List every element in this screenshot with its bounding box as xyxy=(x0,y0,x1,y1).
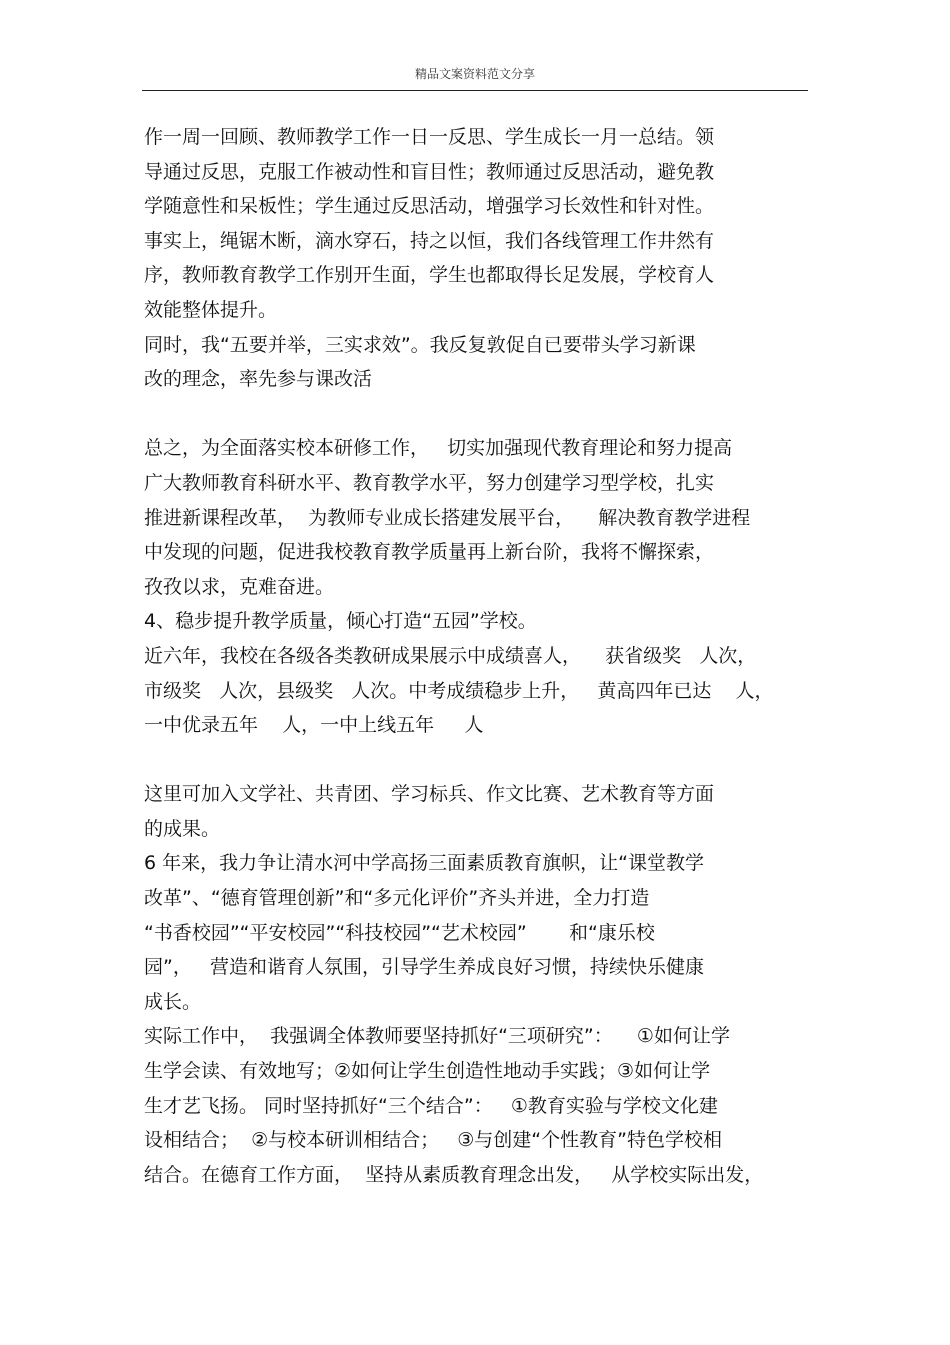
document-body xyxy=(144,120,824,1192)
text-line: 成长。 xyxy=(144,990,202,1013)
page-header-title: 精品文案资料范文分享 xyxy=(414,67,535,81)
text-line: 总之，为全面落实校本研修工作， 切实加强现代教育理论和努力提高 xyxy=(144,437,733,460)
text-line: 园”， 营造和谐育人氛围，引导学生养成良好习惯，持续快乐健康 xyxy=(144,956,704,979)
text-line: 改的理念，率先参与课改活 xyxy=(144,368,373,391)
text-line: 这里可加入文学社、共青团、学习标兵、作文比赛、艺术教育等方面 xyxy=(144,783,715,806)
text-line: 6 年来，我力争让清水河中学高扬三面素质教育旗帜，让“课堂教学 xyxy=(144,852,704,875)
blank-line xyxy=(144,397,824,432)
text-line: 生才艺飞扬。 同时坚持抓好“三个结合”： ①教育实验与学校文化建 xyxy=(144,1094,718,1117)
text-line: 导通过反思，克服工作被动性和盲目性；教师通过反思活动，避免教 xyxy=(144,160,715,183)
text-line: 推进新课程改革， 为教师专业成长搭建发展平台， 解决教育教学进程 xyxy=(144,506,751,529)
text-line: 作一周一回顾、教师教学工作一日一反思、学生成长一月一总结。领 xyxy=(144,126,715,148)
text-line: 生学会读、有效地写；②如何让学生创造性地动手实践；③如何让学 xyxy=(144,1060,711,1083)
text-line: 事实上，绳锯木断，滴水穿石，持之以恒，我们各线管理工作井然有 xyxy=(144,229,715,252)
text-line: 结合。在德育工作方面， 坚持从素质教育理念出发， 从学校实际出发， xyxy=(144,1163,764,1186)
text-line: 近六年，我校在各级各类教研成果展示中成绩喜人， 获省级奖 人次， xyxy=(144,644,757,667)
blank-line xyxy=(144,743,824,778)
text-line: 广大教师教育科研水平、教育教学水平，努力创建学习型学校，扎实 xyxy=(144,471,715,494)
text-line: 改革”、“德育管理创新”和“多元化评价”齐头并进，全力打造 xyxy=(144,887,650,910)
text-line: 一中优录五年 人，一中上线五年 人 xyxy=(144,714,484,737)
text-line: 设相结合； ②与校本研训相结合； ③与创建“个性教育”特色学校相 xyxy=(144,1129,722,1152)
text-line: 市级奖 人次，县级奖 人次。中考成绩稳步上升， 黄高四年已达 人， xyxy=(144,679,774,702)
text-line: 学随意性和呆板性；学生通过反思活动，增强学习长效性和针对性。 xyxy=(144,195,715,218)
header-divider xyxy=(142,90,808,91)
text-line: 中发现的问题，促进我校教育教学质量再上新台阶，我将不懈探索， xyxy=(144,541,715,564)
text-line: 的成果。 xyxy=(144,817,221,840)
text-line: 序，教师教育教学工作别开生面，学生也都取得长足发展，学校育人 xyxy=(144,264,715,287)
text-line: 孜孜以求，克难奋进。 xyxy=(144,575,335,598)
text-line: 效能整体提升。 xyxy=(144,298,278,321)
text-line: “书香校园”“平安校园”“科技校园”“艺术校园” 和“康乐校 xyxy=(144,921,655,944)
text-line: 同时，我“五要并举，三实求效”。我反复敦促自已要带头学习新课 xyxy=(144,333,696,356)
text-line: 4、稳步提升教学质量，倾心打造“五园”学校。 xyxy=(144,610,537,633)
text-line: 实际工作中， 我强调全体教师要坚持抓好“三项研究”： ①如何让学 xyxy=(144,1025,730,1048)
